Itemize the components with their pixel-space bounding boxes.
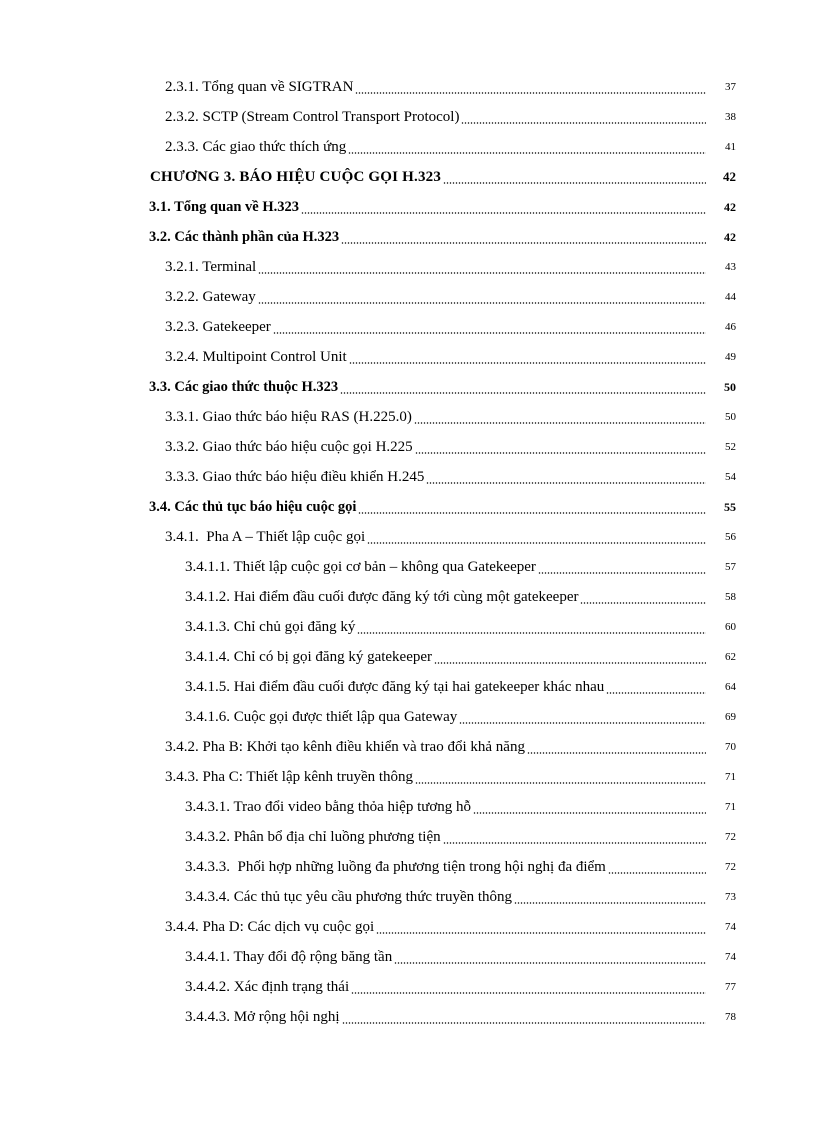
dot-leader <box>606 685 706 695</box>
toc-entry-title <box>165 319 273 336</box>
toc-entry-number: 3.3.2. <box>165 438 199 455</box>
toc-entry[interactable] <box>0 642 816 672</box>
dot-leader <box>538 565 706 575</box>
toc-entry[interactable] <box>0 522 816 552</box>
toc-entry-number: 3.3.1. <box>165 408 199 425</box>
toc-entry-page-number: 70 <box>725 741 736 753</box>
toc-entry[interactable] <box>0 822 816 852</box>
toc-entry-text: Chỉ chủ gọi đăng ký <box>233 618 356 635</box>
toc-entry-page-number: 49 <box>725 351 736 363</box>
toc-entry-page-number: 58 <box>725 591 736 603</box>
toc-entry[interactable] <box>0 732 816 762</box>
toc-entry-text: SCTP (Stream Control Transport Protocol) <box>202 108 460 125</box>
dot-leader <box>376 925 706 935</box>
toc-entry[interactable] <box>0 582 816 612</box>
dot-leader <box>434 655 706 665</box>
toc-entry[interactable] <box>0 72 816 102</box>
dot-leader <box>367 535 706 545</box>
dot-leader <box>426 475 706 485</box>
dot-leader <box>461 115 706 125</box>
toc-entry-page-number: 60 <box>725 621 736 633</box>
toc-entry-title <box>185 889 514 906</box>
toc-entry-page-number: 52 <box>725 441 736 453</box>
toc-entry-number: 3.4.1.5. <box>185 678 230 695</box>
toc-entry-text: Mở rộng hội nghị <box>233 1008 340 1025</box>
dot-leader <box>258 295 706 305</box>
toc-entry-title <box>165 739 527 756</box>
toc-entry-title <box>185 799 473 816</box>
toc-entry-page-number: 77 <box>725 981 736 993</box>
toc-entry-page-number: 42 <box>724 229 736 244</box>
toc-entry-text: Gateway <box>202 288 256 305</box>
toc-entry-number: 3.4.1.1. <box>185 558 230 575</box>
dot-leader <box>580 595 706 605</box>
toc-entry-page-number: 64 <box>725 681 736 693</box>
toc-entry[interactable] <box>0 372 816 402</box>
toc-entry-title <box>165 529 367 546</box>
dot-leader <box>351 985 706 995</box>
toc-entry-title <box>185 859 608 876</box>
toc-entry-number: 3.4.1.2. <box>185 588 230 605</box>
toc-entry-text: Thiết lập cuộc gọi cơ bản – không qua Gatekeeper <box>233 558 536 575</box>
toc-entry-number: 3.4.1. <box>165 528 199 545</box>
toc-entry-text: Giao thức báo hiệu RAS (H.225.0) <box>202 408 412 425</box>
toc-entry-text: Thay đổi độ rộng băng tần <box>233 948 393 965</box>
dot-leader <box>258 265 706 275</box>
dot-leader <box>341 235 706 245</box>
toc-entry-number: 3.4.1.3. <box>185 618 230 635</box>
table-of-contents <box>0 72 816 1032</box>
toc-entry-title <box>149 379 340 396</box>
toc-entry-title <box>185 619 357 636</box>
toc-entry-title <box>185 979 351 996</box>
toc-entry-text: Phân bổ địa chỉ luồng phương tiện <box>233 828 441 845</box>
toc-entry-title <box>165 409 414 426</box>
dot-leader <box>394 955 706 965</box>
toc-entry-number: 3.4.1.6. <box>185 708 230 725</box>
toc-entry[interactable] <box>0 972 816 1002</box>
toc-entry-title <box>185 589 580 606</box>
toc-entry-title <box>150 169 443 186</box>
toc-entry-text: Tổng quan về H.323 <box>174 198 300 215</box>
dot-leader <box>443 175 706 185</box>
toc-entry-page-number: 74 <box>725 951 736 963</box>
toc-entry[interactable] <box>0 612 816 642</box>
toc-entry-page-number: 78 <box>725 1011 736 1023</box>
toc-entry-page-number: 73 <box>725 891 736 903</box>
toc-entry-title <box>149 499 358 516</box>
toc-entry-title <box>149 199 301 216</box>
toc-entry-title <box>165 769 415 786</box>
toc-entry[interactable] <box>0 132 816 162</box>
toc-entry[interactable] <box>0 252 816 282</box>
toc-entry-page-number: 56 <box>725 531 736 543</box>
toc-entry-number: 3.4.3.4. <box>185 888 230 905</box>
toc-entry-page-number: 43 <box>725 261 736 273</box>
toc-entry-number: 3.4.4. <box>165 918 199 935</box>
toc-entry-title <box>165 469 426 486</box>
toc-entry-text: Trao đổi video bằng thỏa hiệp tương hỗ <box>233 798 472 815</box>
toc-entry-title <box>185 649 434 666</box>
toc-entry-page-number: 50 <box>725 411 736 423</box>
toc-entry-number: 3.4.3.1. <box>185 798 230 815</box>
toc-entry-title <box>185 679 606 696</box>
toc-entry-page-number: 38 <box>725 111 736 123</box>
toc-entry-text: Tổng quan về SIGTRAN <box>202 78 354 95</box>
toc-entry-title <box>185 709 459 726</box>
dot-leader <box>415 775 706 785</box>
toc-entry-number: 3.4.3. <box>165 768 199 785</box>
toc-entry-title <box>165 79 355 96</box>
toc-entry-number: 3.4.4.2. <box>185 978 230 995</box>
toc-entry[interactable] <box>0 462 816 492</box>
toc-entry-number: 3.4.4.1. <box>185 948 230 965</box>
toc-entry-text: Gatekeeper <box>202 318 271 335</box>
toc-entry-page-number: 72 <box>725 831 736 843</box>
toc-entry-title <box>165 289 258 306</box>
toc-entry-number: 3.4.1.4. <box>185 648 230 665</box>
toc-entry[interactable] <box>0 792 816 822</box>
toc-entry-text: Terminal <box>202 258 257 275</box>
toc-entry-text: Giao thức báo hiệu cuộc gọi H.225 <box>202 438 413 455</box>
toc-entry-number: 3.4. <box>149 498 171 515</box>
toc-entry-text: Các thủ tục báo hiệu cuộc gọi <box>174 498 357 515</box>
toc-entry-text: Phối hợp những luồng đa phương tiện trong hội nghị đa điểm <box>233 858 606 875</box>
toc-entry-number: 3.3.3. <box>165 468 199 485</box>
dot-leader <box>342 1015 706 1025</box>
toc-entry[interactable] <box>0 552 816 582</box>
dot-leader <box>357 625 706 635</box>
toc-entry[interactable] <box>0 312 816 342</box>
dot-leader <box>355 85 706 95</box>
toc-entry-page-number: 55 <box>724 499 736 514</box>
toc-entry-number: 3.3. <box>149 378 171 395</box>
toc-entry[interactable] <box>0 162 816 192</box>
toc-entry[interactable] <box>0 282 816 312</box>
dot-leader <box>527 745 706 755</box>
toc-entry-title <box>165 259 258 276</box>
dot-leader <box>273 325 706 335</box>
toc-entry-text: Các thành phần của H.323 <box>174 228 340 245</box>
toc-entry-text: Các giao thức thuộc H.323 <box>174 378 339 395</box>
toc-entry-title <box>149 229 341 246</box>
toc-entry-page-number: 46 <box>725 321 736 333</box>
toc-entry-number: 2.3.1. <box>165 78 199 95</box>
toc-entry-title <box>165 349 349 366</box>
toc-entry-page-number: 50 <box>724 379 736 394</box>
toc-entry-page-number: 42 <box>723 169 736 184</box>
toc-entry-page-number: 57 <box>725 561 736 573</box>
toc-entry-page-number: 42 <box>724 199 736 214</box>
toc-entry-title <box>185 829 443 846</box>
toc-entry-page-number: 72 <box>725 861 736 873</box>
toc-entry-number: 3.2. <box>149 228 171 245</box>
toc-entry-page-number: 37 <box>725 81 736 93</box>
toc-entry[interactable] <box>0 432 816 462</box>
toc-entry-text: Các thủ tục yêu cầu phương thức truyền thông <box>233 888 513 905</box>
dot-leader <box>514 895 706 905</box>
toc-entry-title <box>185 949 394 966</box>
toc-entry-number: 3.4.3.3. <box>185 858 230 875</box>
dot-leader <box>349 355 706 365</box>
toc-entry-title <box>185 1009 342 1026</box>
toc-entry-number: 2.3.2. <box>165 108 199 125</box>
toc-entry[interactable] <box>0 102 816 132</box>
toc-entry[interactable] <box>0 852 816 882</box>
toc-entry[interactable] <box>0 762 816 792</box>
toc-entry-text: Xác định trạng thái <box>233 978 350 995</box>
toc-entry-page-number: 74 <box>725 921 736 933</box>
toc-entry-title <box>165 139 348 156</box>
dot-leader <box>473 805 706 815</box>
toc-entry[interactable] <box>0 882 816 912</box>
toc-entry-number: 2.3.3. <box>165 138 199 155</box>
toc-entry-text: Hai điểm đầu cuối được đăng ký tới cùng một gatekeeper <box>233 588 579 605</box>
toc-entry-text: Multipoint Control Unit <box>202 348 347 365</box>
toc-entry[interactable] <box>0 192 816 222</box>
toc-entry-text: Cuộc gọi được thiết lập qua Gateway <box>233 708 458 725</box>
dot-leader <box>358 505 706 515</box>
dot-leader <box>301 205 706 215</box>
toc-entry-page-number: 54 <box>725 471 736 483</box>
toc-entry[interactable] <box>0 222 816 252</box>
toc-entry-page-number: 62 <box>725 651 736 663</box>
dot-leader <box>414 415 706 425</box>
toc-entry-number: 3.1. <box>149 198 171 215</box>
toc-entry-text: Pha A – Thiết lập cuộc gọi <box>202 528 366 545</box>
dot-leader <box>608 865 706 875</box>
toc-entry-number: 3.4.2. <box>165 738 199 755</box>
toc-entry[interactable] <box>0 942 816 972</box>
toc-entry-title <box>165 109 461 126</box>
toc-entry-number: 3.4.3.2. <box>185 828 230 845</box>
toc-entry-text: Các giao thức thích ứng <box>202 138 347 155</box>
toc-entry-number: 3.2.2. <box>165 288 199 305</box>
dot-leader <box>340 385 706 395</box>
toc-entry-title <box>165 919 376 936</box>
toc-entry-number: 3.2.1. <box>165 258 199 275</box>
toc-entry[interactable] <box>0 1002 816 1032</box>
dot-leader <box>415 445 706 455</box>
toc-entry-number: 3.4.4.3. <box>185 1008 230 1025</box>
toc-entry-number: CHƯƠNG 3. <box>150 168 236 185</box>
toc-entry[interactable] <box>0 402 816 432</box>
toc-entry-text: Pha D: Các dịch vụ cuộc gọi <box>202 918 375 935</box>
dot-leader <box>348 145 706 155</box>
toc-entry-title <box>165 439 415 456</box>
toc-entry-page-number: 41 <box>725 141 736 153</box>
toc-entry-text: Hai điểm đầu cuối được đăng ký tại hai gatekeeper khác nhau <box>233 678 605 695</box>
toc-entry-text: Chỉ có bị gọi đăng ký gatekeeper <box>233 648 433 665</box>
dot-leader <box>443 835 706 845</box>
toc-entry-text: Pha C: Thiết lập kênh truyền thông <box>202 768 414 785</box>
toc-entry[interactable] <box>0 702 816 732</box>
toc-entry-page-number: 71 <box>725 771 736 783</box>
toc-entry[interactable] <box>0 912 816 942</box>
toc-entry-text: BÁO HIỆU CUỘC GỌI H.323 <box>239 168 442 185</box>
toc-entry-title <box>185 559 538 576</box>
toc-entry-page-number: 69 <box>725 711 736 723</box>
toc-entry[interactable] <box>0 342 816 372</box>
dot-leader <box>459 715 706 725</box>
toc-entry-text: Pha B: Khởi tạo kênh điều khiển và trao đổi khả năng <box>202 738 525 755</box>
toc-entry-number: 3.2.3. <box>165 318 199 335</box>
toc-entry-text: Giao thức báo hiệu điều khiển H.245 <box>202 468 425 485</box>
toc-entry[interactable] <box>0 492 816 522</box>
toc-entry-page-number: 44 <box>725 291 736 303</box>
toc-entry[interactable] <box>0 672 816 702</box>
toc-entry-page-number: 71 <box>725 801 736 813</box>
toc-entry-number: 3.2.4. <box>165 348 199 365</box>
